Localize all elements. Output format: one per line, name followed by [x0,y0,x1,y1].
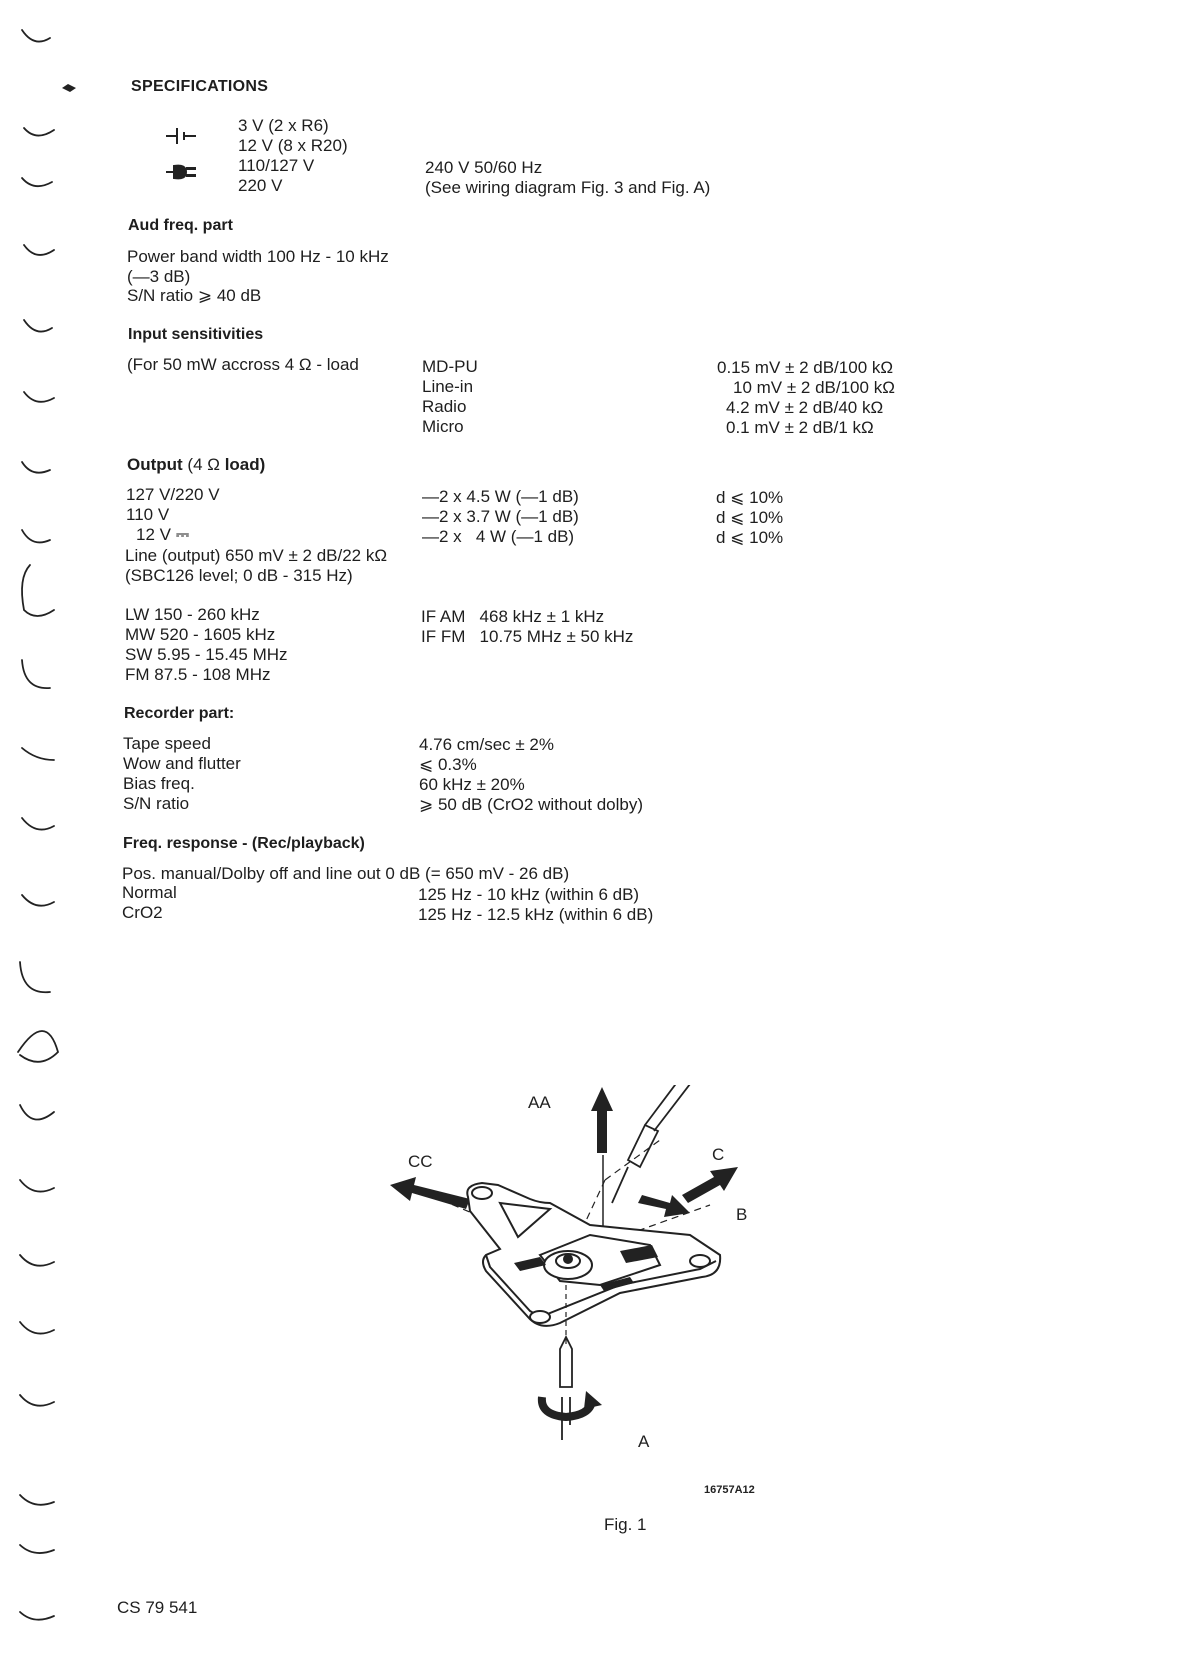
tuner-band-sw: SW 5.95 - 15.45 MHz [125,645,288,664]
power-ac-2: 220 V [238,176,283,195]
label-b: B [736,1205,748,1224]
output-line-1: Line (output) 650 mV ± 2 dB/22 kΩ [125,546,388,565]
input-condition: (For 50 mW accross 4 Ω - load [127,355,359,374]
screwdriver-top [612,1085,700,1203]
output-voltage-1: 127 V/220 V [126,485,220,504]
output-distortion-1: d ⩽ 10% [716,488,784,507]
tuner-band-lw: LW 150 - 260 kHz [125,605,260,624]
freq-value-normal: 125 Hz - 10 kHz (within 6 dB) [418,885,640,904]
recorder-label-3: Bias freq. [123,774,195,793]
arrow-a-rotation [542,1391,602,1417]
label-cc: CC [408,1152,433,1171]
label-c: C [712,1145,725,1164]
tuner-band-mw: MW 520 - 1605 kHz [125,625,276,644]
freq-value-cro2: 125 Hz - 12.5 kHz (within 6 dB) [418,905,654,924]
document-code: CS 79 541 [117,1598,198,1617]
output-distortion-2: d ⩽ 10% [716,508,784,527]
output-heading: Output (4 Ω load) [127,455,266,474]
recorder-value-2: ⩽ 0.3% [419,755,477,774]
output-voltage-2: 110 V [126,505,170,524]
figure-code: 16757A12 [704,1484,755,1496]
recorder-value-1: 4.76 cm/sec ± 2% [419,735,554,754]
output-distortion-3: d ⩽ 10% [716,528,784,547]
output-voltage-3: 12 V ⎓ [136,525,190,544]
recorder-value-4: ⩾ 50 dB (CrO2 without dolby) [419,795,644,814]
power-dc-2: 12 V (8 x R20) [238,136,348,155]
power-ac-note: (See wiring diagram Fig. 3 and Fig. A) [425,178,711,197]
recorder-heading: Recorder part: [124,705,235,722]
input-heading: Input sensitivities [128,326,264,343]
recorder-value-3: 60 kHz ± 20% [419,775,525,794]
arrow-cc [390,1177,470,1209]
arrow-c [682,1167,738,1203]
input-source-2: Line-in [422,377,474,396]
figure-caption: Fig. 1 [604,1515,647,1534]
input-value-4: 0.1 mV ± 2 dB/1 kΩ [726,418,874,437]
power-ac-1: 110/127 V [238,156,315,175]
input-source-4: Micro [422,417,464,436]
aud-heading: Aud freq. part [128,217,233,234]
freq-label-cro2: CrO2 [122,903,163,922]
recorder-label-1: Tape speed [123,734,211,753]
label-a: A [638,1432,650,1451]
output-power-3: —2 x 4 W (—1 dB) [422,527,575,546]
tuner-band-fm: FM 87.5 - 108 MHz [125,665,271,684]
aud-line-2: (—3 dB) [127,267,191,286]
binder-margin-marks [0,0,90,1680]
output-power-2: —2 x 3.7 W (—1 dB) [422,507,579,526]
recorder-label-4: S/N ratio [123,794,190,813]
screwdriver-bottom [560,1337,572,1440]
page-title: SPECIFICATIONS [131,78,269,95]
tuner-if-fm: IF FM 10.75 MHz ± 50 kHz [421,627,634,646]
recorder-label-2: Wow and flutter [123,754,241,773]
label-aa: AA [528,1093,551,1112]
battery-icon [164,124,200,148]
tuner-if-am: IF AM 468 kHz ± 1 kHz [421,607,605,626]
freq-line: Pos. manual/Dolby off and line out 0 dB (= 650 mV - 26 dB) [122,864,570,883]
input-value-1: 0.15 mV ± 2 dB/100 kΩ [717,358,894,377]
input-source-1: MD-PU [422,357,478,376]
input-value-3: 4.2 mV ± 2 dB/40 kΩ [726,398,884,417]
freq-label-normal: Normal [122,883,177,902]
aud-line-3: S/N ratio ⩾ 40 dB [127,286,262,305]
mains-plug-icon [164,160,204,184]
aud-line-1: Power band width 100 Hz - 10 kHz [127,247,389,266]
mechanism-figure [390,1085,810,1505]
input-source-3: Radio [422,397,467,416]
input-value-2: 10 mV ± 2 dB/100 kΩ [733,378,895,397]
output-power-1: —2 x 4.5 W (—1 dB) [422,487,579,506]
output-line-2: (SBC126 level; 0 dB - 315 Hz) [125,566,353,585]
power-ac-240: 240 V 50/60 Hz [425,158,543,177]
power-dc-1: 3 V (2 x R6) [238,116,329,135]
freq-heading: Freq. response - (Rec/playback) [123,835,365,852]
arrow-b [638,1195,690,1217]
